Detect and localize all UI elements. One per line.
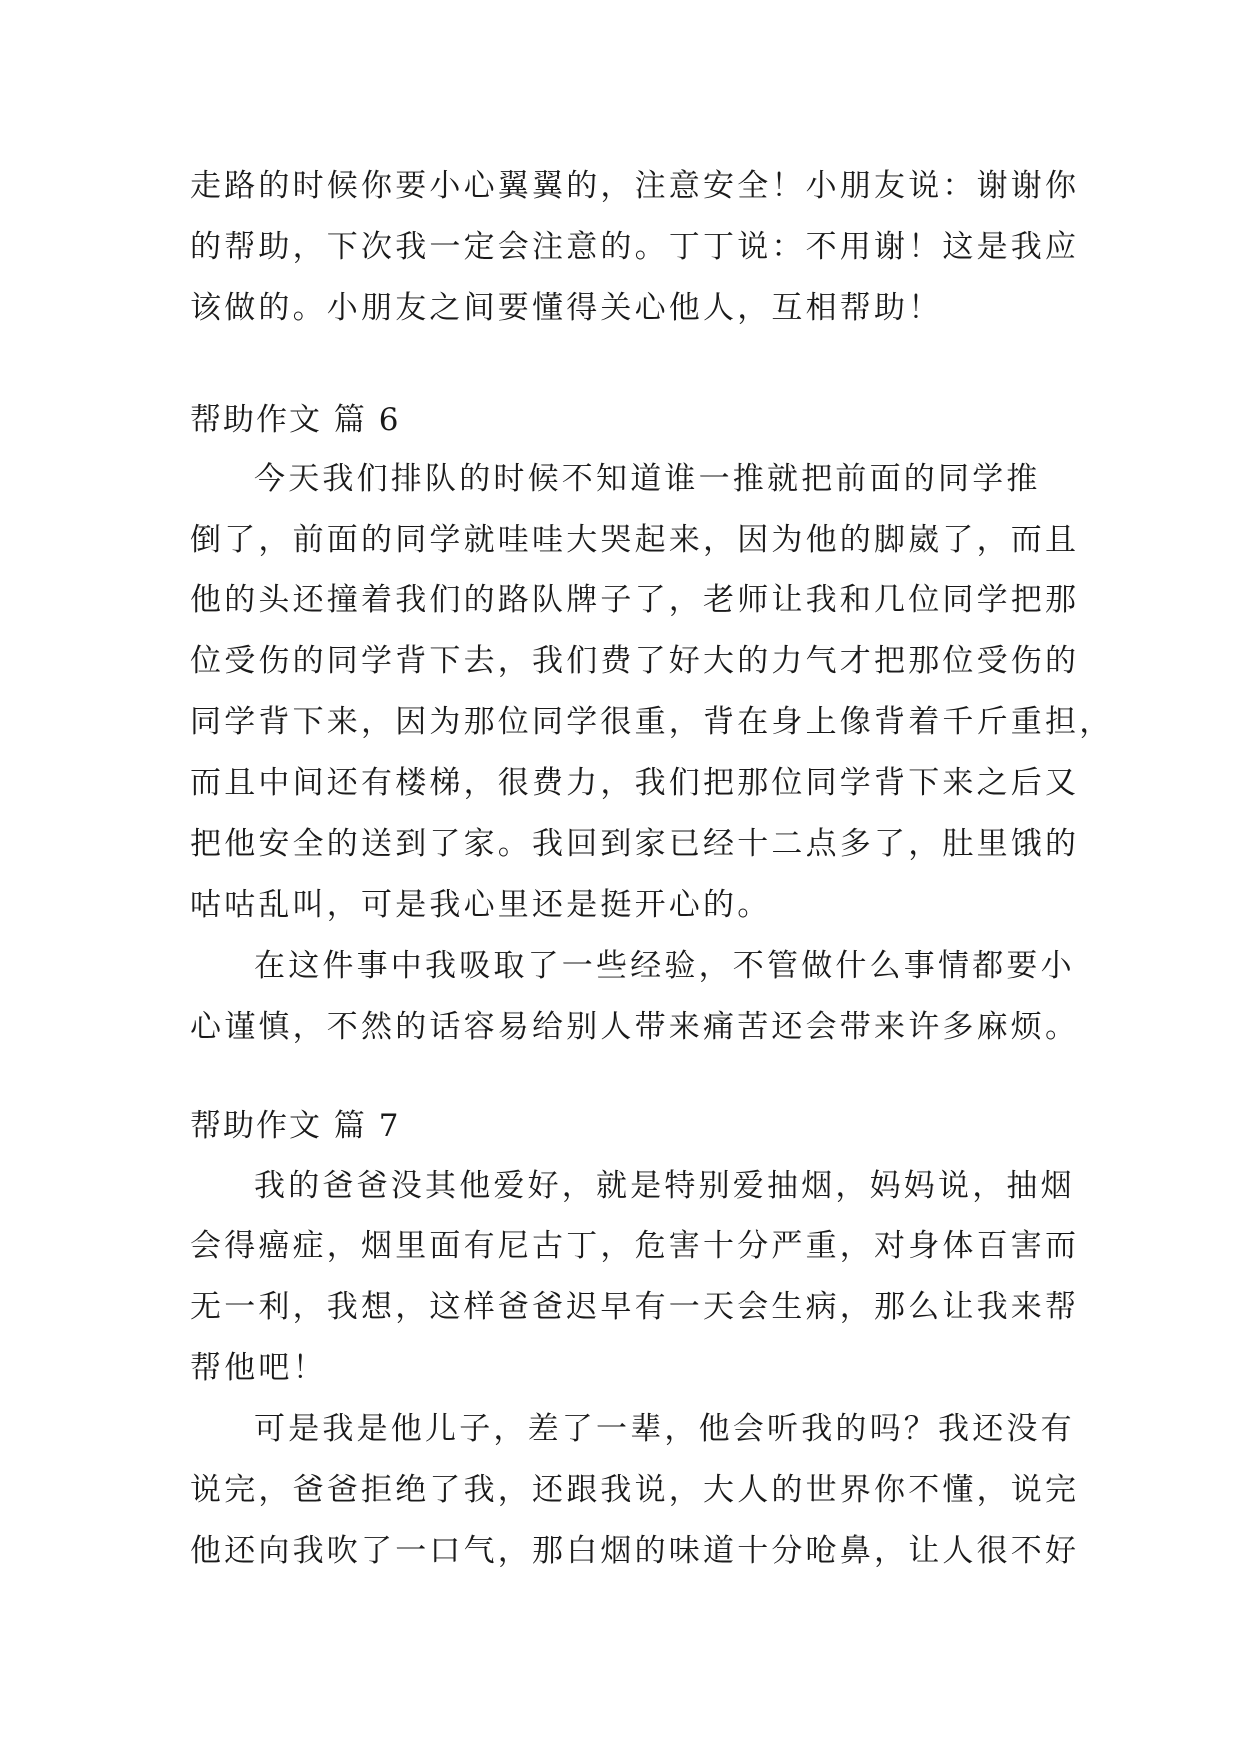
text-line: 走路的时候你要小心翼翼的，注意安全！小朋友说：谢谢你 [190, 168, 1080, 204]
text-line: 会得癌症，烟里面有尼古丁，危害十分严重，对身体百害而 [190, 1228, 1080, 1264]
text-line: 今天我们排队的时候不知道谁一推就把前面的同学推 [254, 461, 1041, 497]
text-line: 咕咕乱叫，可是我心里还是挺开心的。 [190, 887, 772, 923]
text-line: 该做的。小朋友之间要懂得关心他人，互相帮助！ [190, 290, 943, 326]
text-line: 他的头还撞着我们的路队牌子了，老师让我和几位同学把那 [190, 582, 1080, 618]
section-heading: 帮助作文 篇 6 [190, 402, 401, 438]
text-line: 的帮助，下次我一定会注意的。丁丁说：不用谢！这是我应 [190, 229, 1080, 265]
text-line: 同学背下来，因为那位同学很重，背在身上像背着千斤重担， [190, 704, 1114, 740]
text-line: 我的爸爸没其他爱好，就是特别爱抽烟，妈妈说，抽烟 [254, 1168, 1075, 1204]
text-line: 帮他吧！ [190, 1350, 327, 1386]
text-line: 位受伤的同学背下去，我们费了好大的力气才把那位受伤的 [190, 643, 1080, 679]
text-line: 他还向我吹了一口气，那白烟的味道十分呛鼻，让人很不好 [190, 1533, 1080, 1569]
text-line: 无一利，我想，这样爸爸迟早有一天会生病，那么让我来帮 [190, 1289, 1080, 1325]
text-line: 可是我是他儿子，差了一辈，他会听我的吗？我还没有 [254, 1411, 1075, 1447]
text-line: 而且中间还有楼梯，很费力，我们把那位同学背下来之后又 [190, 765, 1080, 801]
text-line: 倒了，前面的同学就哇哇大哭起来，因为他的脚崴了，而且 [190, 522, 1080, 558]
text-line: 在这件事中我吸取了一些经验，不管做什么事情都要小 [254, 948, 1075, 984]
text-line: 说完，爸爸拒绝了我，还跟我说，大人的世界你不懂，说完 [190, 1472, 1080, 1508]
section-heading: 帮助作文 篇 7 [190, 1108, 401, 1144]
text-line: 心谨慎，不然的话容易给别人带来痛苦还会带来许多麻烦。 [190, 1009, 1080, 1045]
text-line: 把他安全的送到了家。我回到家已经十二点多了，肚里饿的 [190, 826, 1080, 862]
